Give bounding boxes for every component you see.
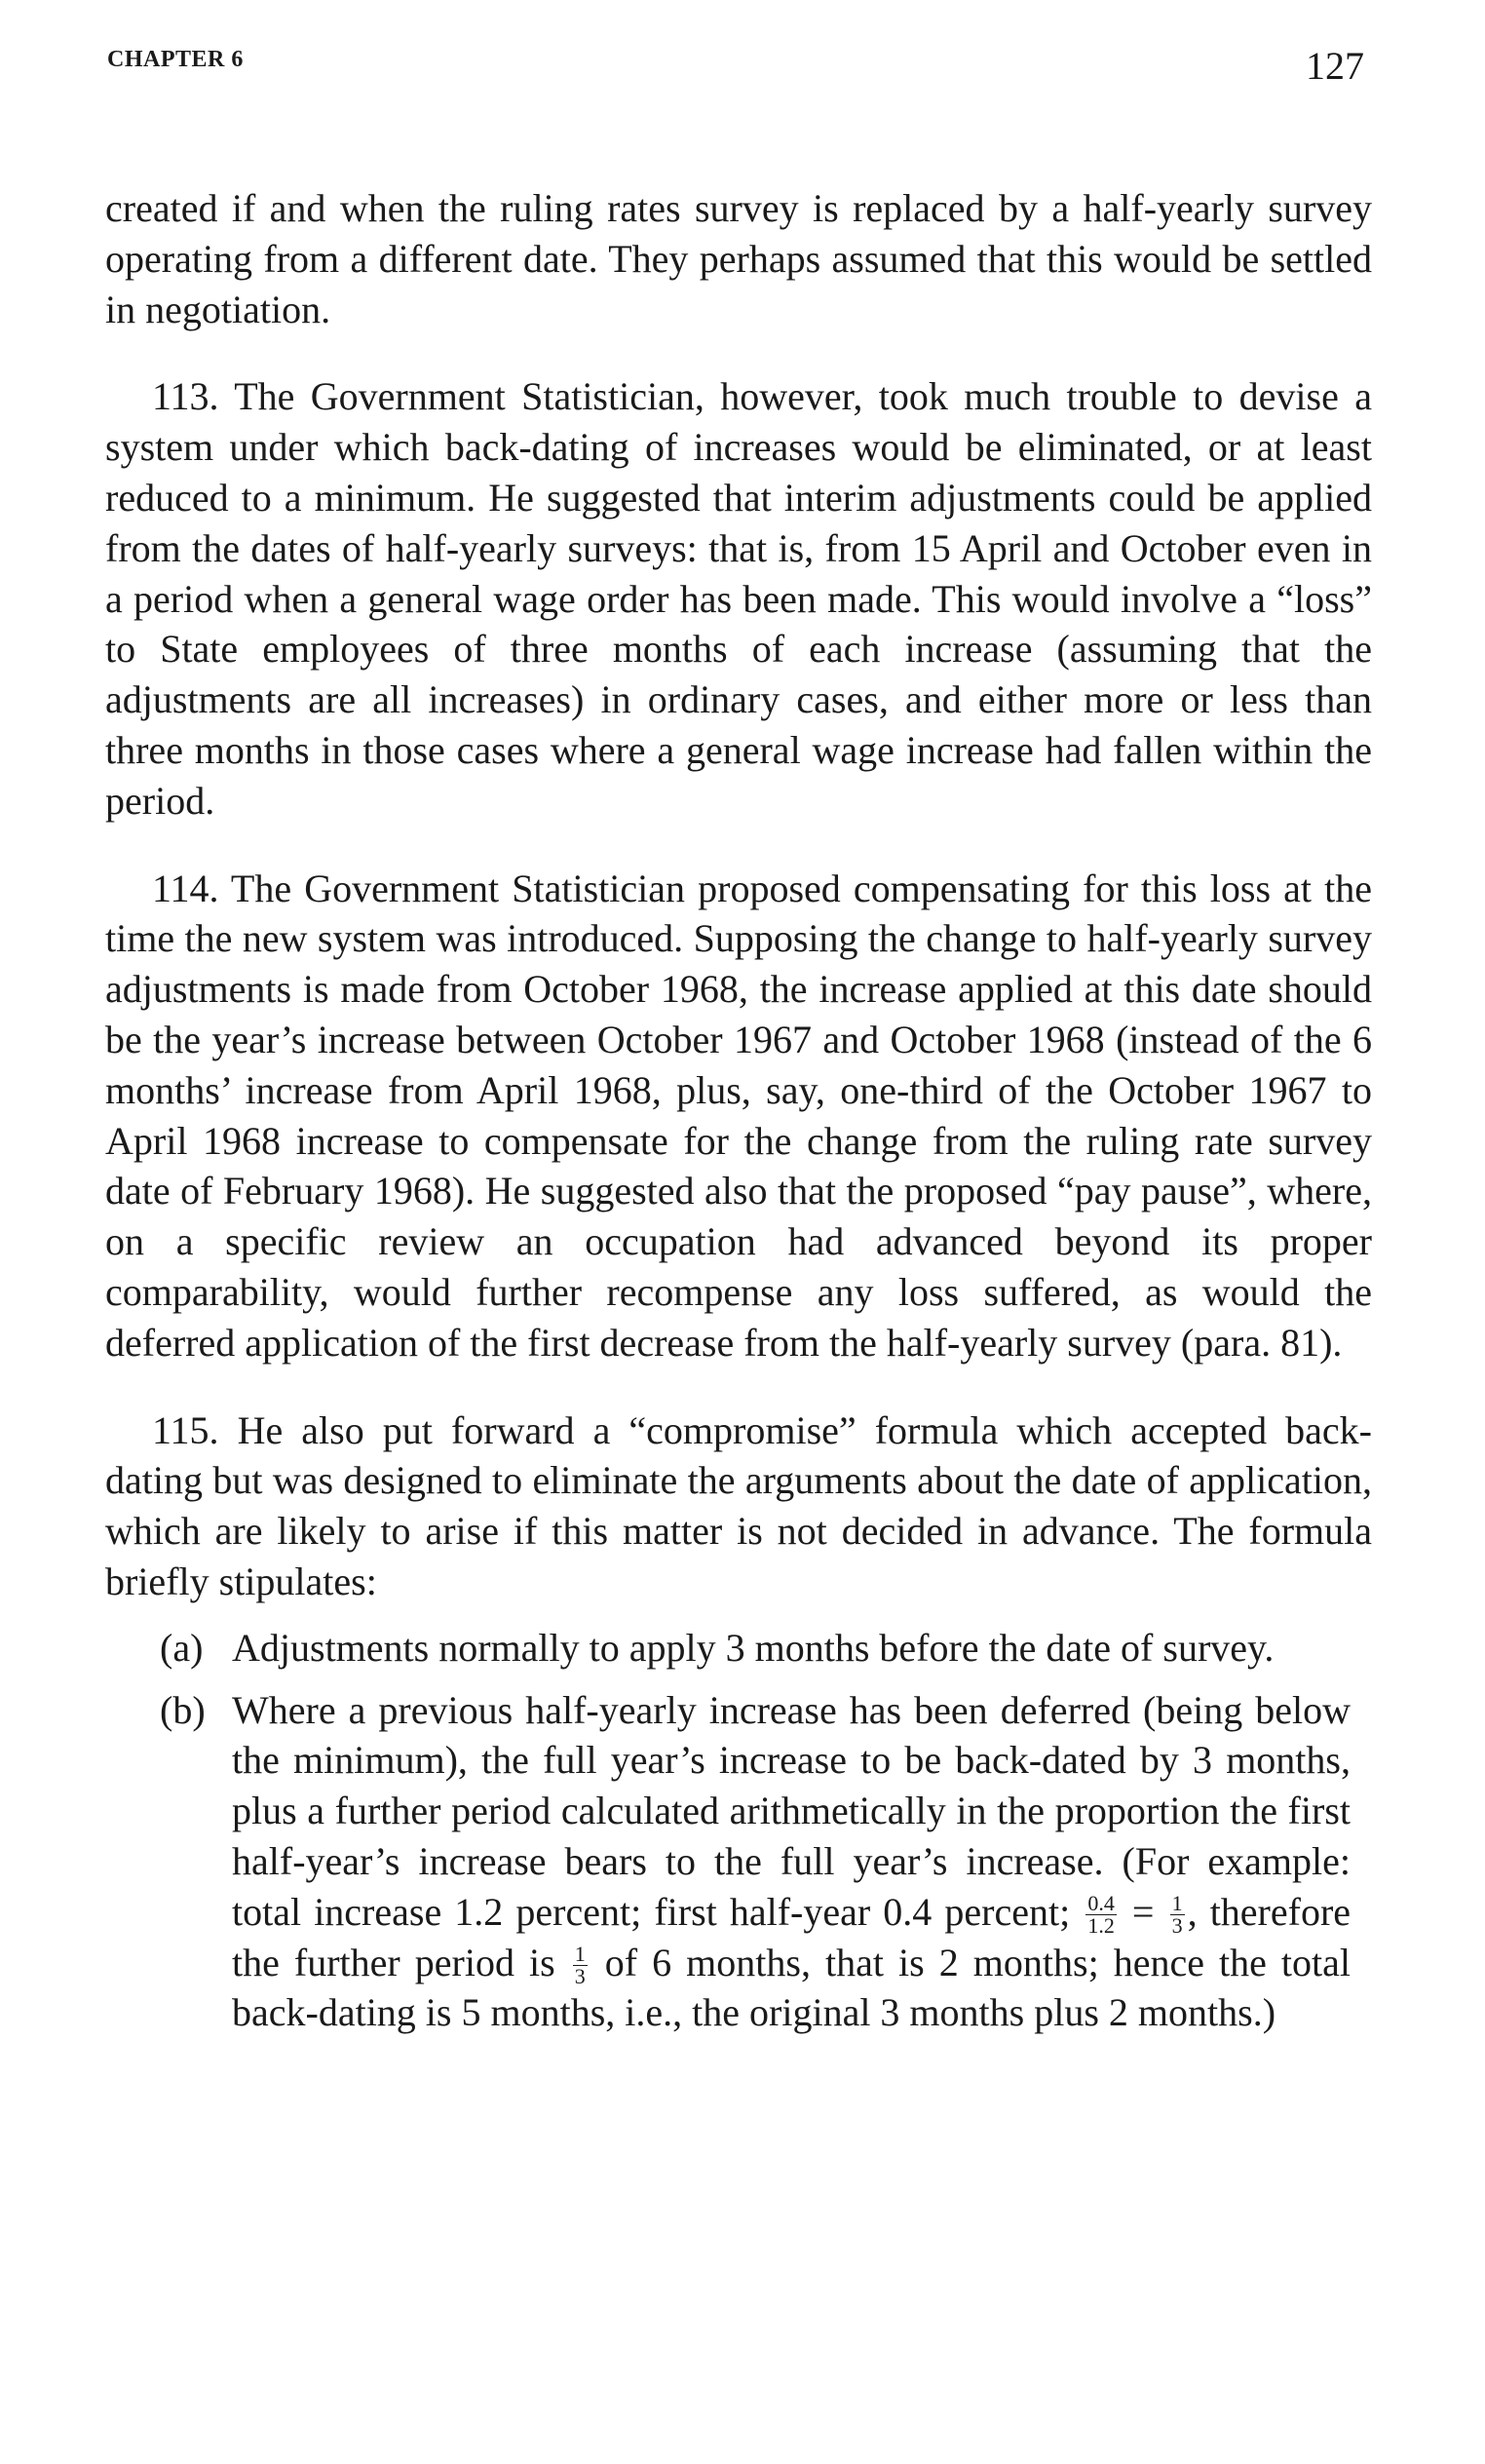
list-marker: (a) <box>160 1625 204 1670</box>
paragraph-number: 113. <box>152 374 219 419</box>
paragraph-text: The Government Statistician proposed compensating for this loss at the time the new system was introduced. Supposing the change to half-yearly survey adjustments is made from October 1968, the increase applied at this date should be the year’s increase between October 1967 and October 1968 (instead of the 6 months’ increase from April 1968, plus, say, one-third of the October 1967 to April 1968 increase to compensate for the change from the ruling rate survey date of February 1968). He suggested also that the proposed “pay pause”, where, on a specific review an occupation had advanced beyond its proper comparability, would further recompense any loss suffered, as would the deferred application of the first decrease from the half-yearly survey (para. 81). <box>105 866 1372 1365</box>
paragraph-text: The Government Statistician, however, took much trouble to devise a system under which back-dating of increases would be eliminated, or at least reduced to a minimum. He suggested that interim adjustments could be applied from the dates of half-yearly surveys: that is, from 15 April and October even in a period when a general wage order has been made. This would involve a “loss” to State employees of three months of each increase (assuming that the adjustments are all increases) in ordinary cases, and either more or less than three months in those cases where a general wage increase had fallen within the period. <box>105 374 1372 823</box>
paragraph-text: created if and when the ruling rates survey is replaced by a half-yearly survey operating from a different date. They perhaps assumed that this would be settled in negotiation. <box>105 186 1372 331</box>
list-item-b <box>105 1685 1372 2039</box>
list-marker: (b) <box>160 1687 206 1732</box>
fraction-denominator: 1.2 <box>1087 1913 1115 1939</box>
fraction-numerator: 1 <box>1171 1891 1183 1916</box>
paragraph-115 <box>105 1405 1372 1607</box>
fraction-denominator: 3 <box>574 1963 586 1988</box>
paragraph-113 <box>105 371 1372 826</box>
paragraph-number: 115. <box>152 1407 219 1452</box>
fraction-denominator: 3 <box>1171 1913 1183 1939</box>
chapter-label: CHAPTER 6 <box>107 47 244 72</box>
paragraph-continued <box>105 183 1372 334</box>
equals-sign: = <box>1131 1889 1155 1934</box>
fraction-numerator: 1 <box>574 1941 586 1966</box>
fraction-one-third <box>573 1941 588 1988</box>
fraction-numerator: 0.4 <box>1087 1891 1115 1916</box>
book-page <box>105 39 1372 2050</box>
list-item-text: , therefore the further period is <box>232 1889 1352 1984</box>
page-number: 127 <box>1306 44 1364 88</box>
page-body <box>105 183 1372 2038</box>
fraction-one-third <box>1170 1893 1185 1937</box>
paragraph-number: 114. <box>152 866 219 910</box>
formula-list <box>105 1623 1372 2038</box>
list-item-text: of 6 months, that is 2 months; hence the total back-dating is 5 months, i.e., the original 3 months plus 2 months.) <box>232 1940 1352 2035</box>
list-item-text: Adjustments normally to apply 3 months before the date of survey. <box>232 1625 1275 1670</box>
paragraph-114 <box>105 864 1372 1368</box>
list-item-text: Where a previous half-yearly increase has been deferred (being below the minimum), the full year’s increase to be back-dated by 3 months, plus a further period calculated arithmetically in the proportion the first half-year’s increase bears to the full year’s increase. (For example: total increase 1.2 percent; first half-year 0.4 percent; <box>232 1687 1351 1934</box>
list-item-a <box>105 1623 1372 1674</box>
paragraph-text: He also put forward a “compromise” formula which accepted back-dating but was designed to eliminate the arguments about the date of application, which are likely to arise if this matter is not decided in advance. The formula briefly stipulates: <box>105 1407 1372 1603</box>
running-head <box>105 39 1372 103</box>
fraction-0-4-over-1-2 <box>1085 1893 1117 1937</box>
